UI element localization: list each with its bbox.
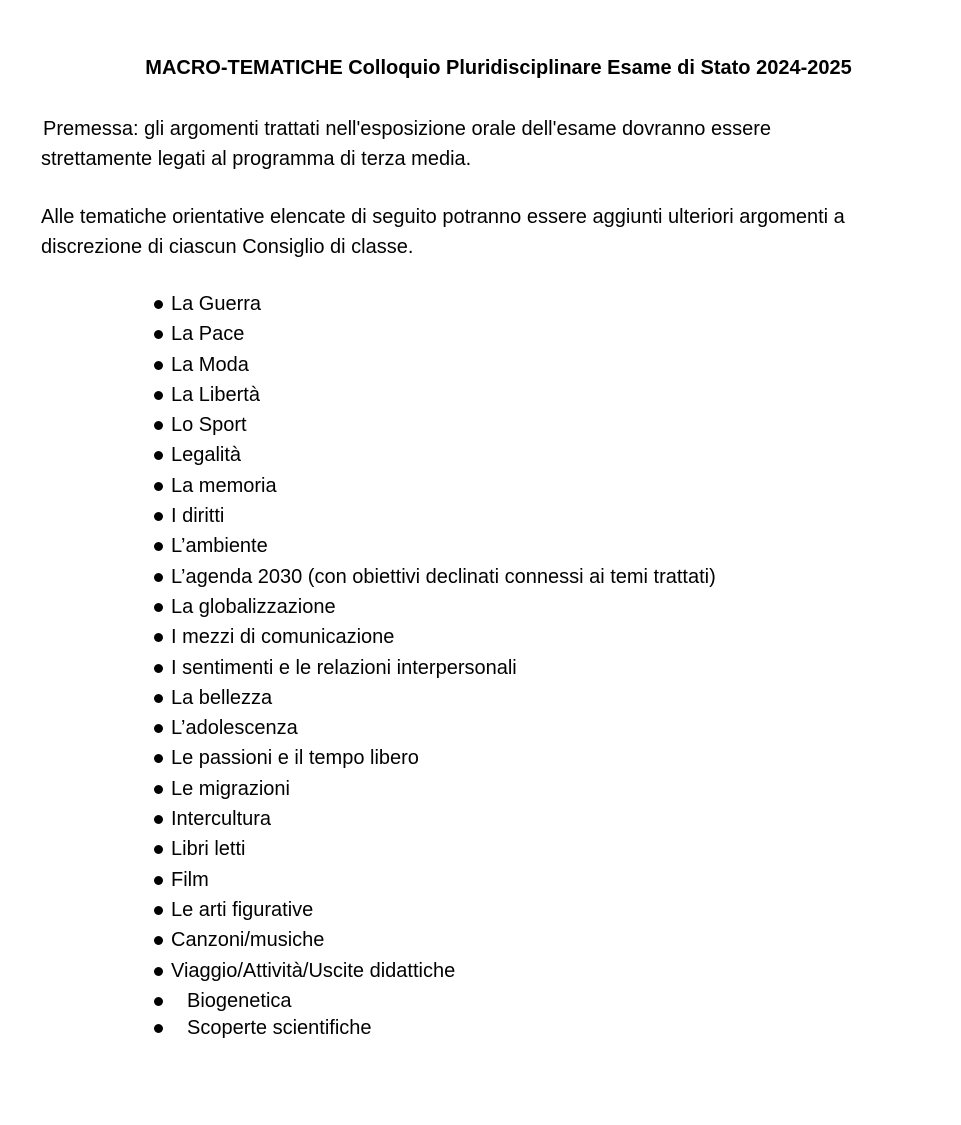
- bullet-icon: [154, 997, 163, 1006]
- topic-label: Le arti figurative: [171, 898, 314, 921]
- topic-label: La Moda: [171, 353, 249, 376]
- topic-label: Scoperte scientifiche: [187, 1016, 372, 1039]
- topic-label: Viaggio/Attività/Uscite didattiche: [171, 959, 456, 982]
- bullet-icon: [154, 754, 163, 763]
- topic-label: La memoria: [171, 474, 277, 497]
- topic-label: L’adolescenza: [171, 717, 298, 740]
- topic-label: La bellezza: [171, 686, 273, 709]
- topic-label: Libri letti: [171, 838, 246, 861]
- premise-line: strettamente legati al programma di terza media.: [41, 148, 472, 170]
- topic-label: Legalità: [171, 444, 242, 467]
- topic-label: Intercultura: [171, 808, 272, 831]
- intro-line: Alle tematiche orientative elencate di seguito potranno essere aggiunti ulteriori argomenti a: [41, 206, 845, 228]
- bullet-icon: [154, 724, 163, 733]
- bullet-icon: [154, 967, 163, 976]
- bullet-icon: [154, 421, 163, 430]
- topic-label: La globalizzazione: [171, 595, 336, 618]
- topic-label: La Pace: [171, 323, 245, 346]
- intro-paragraph: [41, 202, 946, 262]
- bullet-icon: [154, 512, 163, 521]
- topic-label: I sentimenti e le relazioni interpersonali: [171, 656, 517, 679]
- topic-label: La Libertà: [171, 383, 260, 406]
- document-title: MACRO-TEMATICHE Colloquio Pluridisciplinare Esame di Stato 2024-2025: [145, 57, 852, 79]
- bullet-icon: [154, 876, 163, 885]
- bullet-icon: [154, 603, 163, 612]
- premise-line: Premessa: gli argomenti trattati nell'esposizione orale dell'esame dovranno essere: [43, 118, 772, 140]
- bullet-icon: [154, 300, 163, 309]
- bullet-icon: [154, 633, 163, 642]
- bullet-icon: [154, 573, 163, 582]
- bullet-icon: [154, 451, 163, 460]
- topic-label: Film: [171, 868, 209, 891]
- bullet-icon: [154, 1024, 163, 1033]
- topic-label: Canzoni/musiche: [171, 929, 325, 952]
- bullet-icon: [154, 482, 163, 491]
- topic-label: La Guerra: [171, 293, 262, 315]
- bullet-icon: [154, 936, 163, 945]
- topic-label: I diritti: [171, 505, 225, 528]
- bullet-icon: [154, 815, 163, 824]
- bullet-icon: [154, 845, 163, 854]
- bullet-icon: [154, 330, 163, 339]
- topic-label: Le migrazioni: [171, 777, 290, 800]
- bullet-icon: [154, 361, 163, 370]
- bullet-icon: [154, 694, 163, 703]
- bullet-icon: [154, 664, 163, 673]
- topic-label: I mezzi di comunicazione: [171, 626, 395, 649]
- topic-label: Le passioni e il tempo libero: [171, 747, 419, 770]
- bullet-icon: [154, 391, 163, 400]
- bullet-icon: [154, 785, 163, 794]
- topic-label: L’ambiente: [171, 535, 268, 558]
- topic-label: L’agenda 2030 (con obiettivi declinati connessi ai temi trattati): [171, 565, 716, 588]
- bullet-icon: [154, 542, 163, 551]
- bullet-icon: [154, 906, 163, 915]
- intro-line: discrezione di ciascun Consiglio di classe.: [41, 236, 414, 258]
- topic-label: Lo Sport: [171, 414, 247, 437]
- topic-label: Biogenetica: [187, 989, 292, 1012]
- premise-paragraph: [41, 114, 946, 174]
